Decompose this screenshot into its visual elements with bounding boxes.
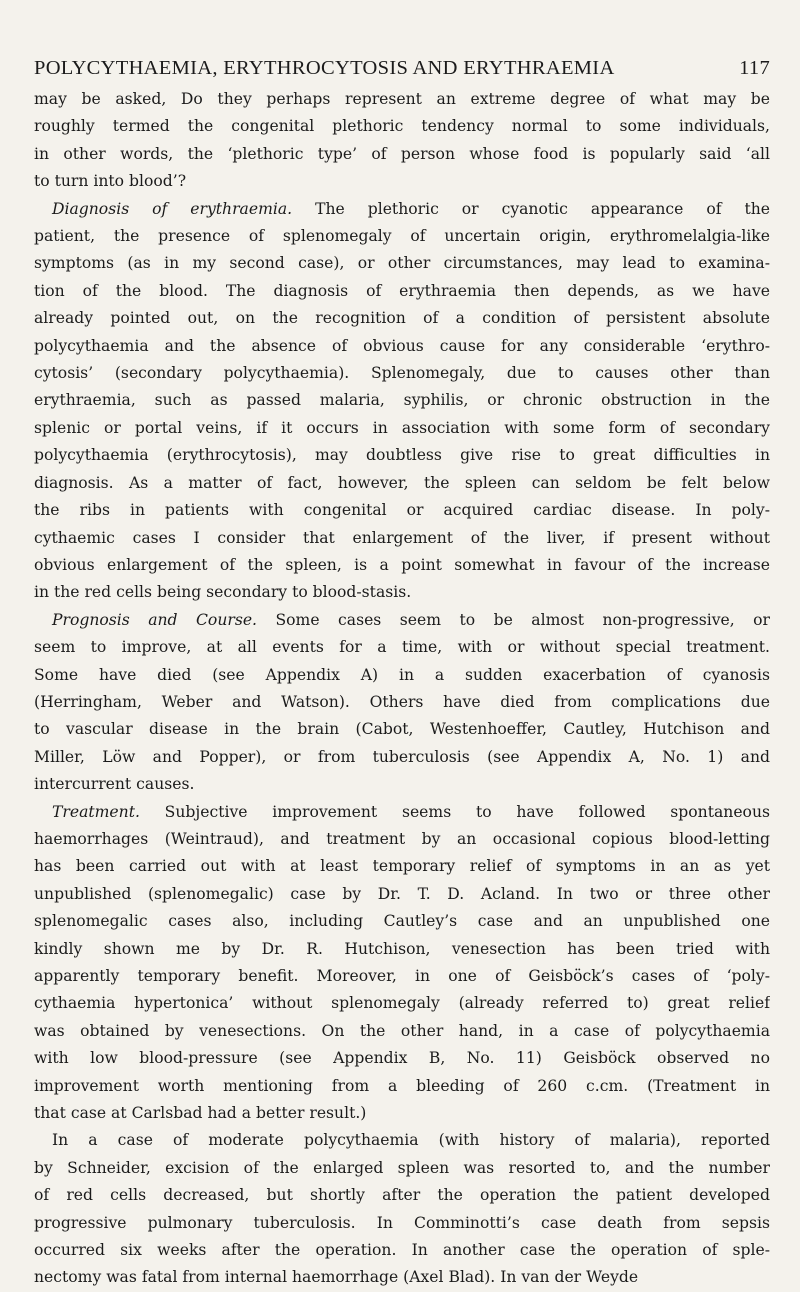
text-line bbox=[34, 799, 770, 826]
text-line: Miller, Löw and Popper), or from tuberculosis (see Appendix A, No. 1) and bbox=[34, 747, 770, 766]
text-line: the ribs in patients with congenital or acquired cardiac disease. In poly- bbox=[34, 501, 770, 520]
text-line: to turn into blood’? bbox=[34, 172, 187, 191]
text-line: intercurrent causes. bbox=[34, 775, 195, 794]
text-line: obvious enlargement of the spleen, is a point somewhat in favour of the increase bbox=[34, 555, 770, 574]
text-line: was obtained by venesections. On the other hand, in a case of polycythaemia bbox=[34, 1021, 770, 1040]
text-line: erythraemia, such as passed malaria, syphilis, or chronic obstruction in the bbox=[34, 391, 770, 410]
running-head-title: POLYCYTHAEMIA, ERYTHROCYTOSIS AND ERYTHRAEMIA bbox=[34, 57, 615, 79]
text-line: of red cells decreased, but shortly after the operation the patient developed bbox=[34, 1186, 770, 1205]
text-line: in other words, the ‘plethoric type’ of person whose food is popularly said ‘all bbox=[34, 144, 770, 163]
page-number: 117 bbox=[739, 57, 770, 79]
text-line: cythaemic cases I consider that enlargement of the liver, if present without bbox=[34, 528, 770, 547]
text-line: may be asked, Do they perhaps represent an extreme degree of what may be bbox=[34, 90, 770, 108]
running-head bbox=[34, 55, 770, 81]
text-line: polycythaemia and the absence of obvious cause for any considerable ‘erythro- bbox=[34, 336, 770, 355]
text-line: already pointed out, on the recognition of a condition of persistent absolute bbox=[34, 309, 770, 328]
text-line: progressive pulmonary tuberculosis. In Comminotti’s case death from sepsis bbox=[34, 1213, 770, 1232]
text-line: tion of the blood. The diagnosis of erythraemia then depends, as we have bbox=[34, 281, 770, 300]
text-line: seem to improve, at all events for a time, with or without special treatment. bbox=[34, 638, 770, 657]
text-line: roughly termed the congenital plethoric tendency normal to some individuals, bbox=[34, 117, 770, 136]
text-line: in the red cells being secondary to blood-stasis. bbox=[34, 583, 412, 602]
text-line: (Herringham, Weber and Watson). Others have died from complications due bbox=[34, 692, 770, 711]
text-line: haemorrhages (Weintraud), and treatment by an occasional copious blood-letting bbox=[34, 829, 770, 848]
text-line: with low blood-pressure (see Appendix B, No. 11) Geisböck observed no bbox=[34, 1049, 770, 1068]
section-heading: Diagnosis of erythraemia. bbox=[52, 199, 293, 218]
section-text: Some cases seem to be almost non-progressive, or bbox=[257, 610, 770, 629]
text-line: to vascular disease in the brain (Cabot, Westenhoeffer, Cautley, Hutchison and bbox=[34, 720, 770, 739]
text-line: improvement worth mentioning from a bleeding of 260 c.cm. (Treatment in bbox=[34, 1076, 770, 1095]
text-line: that case at Carlsbad had a better result.) bbox=[34, 1104, 367, 1123]
text-line: occurred six weeks after the operation. In another case the operation of sple- bbox=[34, 1241, 770, 1260]
text-line: splenic or portal veins, if it occurs in association with some form of secondary bbox=[34, 418, 770, 437]
text-line: cytosis’ (secondary polycythaemia). Splenomegaly, due to causes other than bbox=[34, 364, 770, 383]
section-heading: Treatment. bbox=[52, 802, 140, 821]
body-text bbox=[34, 86, 770, 1292]
text-line bbox=[34, 196, 770, 223]
section-text: Subjective improvement seems to have followed spontaneous bbox=[139, 802, 770, 821]
text-line: has been carried out with at least temporary relief of symptoms in an as yet bbox=[34, 857, 770, 876]
text-line bbox=[34, 607, 770, 634]
text-line: Some have died (see Appendix A) in a sudden exacerbation of cyanosis bbox=[34, 665, 770, 684]
text-line: by Schneider, excision of the enlarged spleen was resorted to, and the number bbox=[34, 1158, 770, 1177]
text-line: symptoms (as in my second case), or other circumstances, may lead to examina- bbox=[34, 254, 770, 273]
text-line: patient, the presence of splenomegaly of uncertain origin, erythromelalgia-like bbox=[34, 227, 770, 246]
text-line: cythaemia hypertonica’ without splenomegaly (already referred to) great relief bbox=[34, 994, 770, 1013]
text-line: splenomegalic cases also, including Cautley’s case and an unpublished one bbox=[34, 912, 770, 931]
section-heading: Prognosis and Course. bbox=[52, 610, 258, 629]
section-text: The plethoric or cyanotic appearance of the bbox=[292, 199, 770, 218]
text-line: kindly shown me by Dr. R. Hutchison, venesection has been tried with bbox=[34, 939, 770, 958]
text-line: unpublished (splenomegalic) case by Dr. T. D. Acland. In two or three other bbox=[34, 884, 770, 903]
text-line: apparently temporary benefit. Moreover, in one of Geisböck’s cases of ‘poly- bbox=[34, 967, 770, 985]
text-line: In a case of moderate polycythaemia (with history of malaria), reported bbox=[52, 1131, 770, 1150]
text-line: diagnosis. As a matter of fact, however, the spleen can seldom be felt below bbox=[34, 473, 770, 492]
text-line: polycythaemia (erythrocytosis), may doubtless give rise to great difficulties in bbox=[34, 446, 770, 465]
text-line: nectomy was fatal from internal haemorrhage (Axel Blad). In van der Weyde bbox=[34, 1268, 639, 1287]
